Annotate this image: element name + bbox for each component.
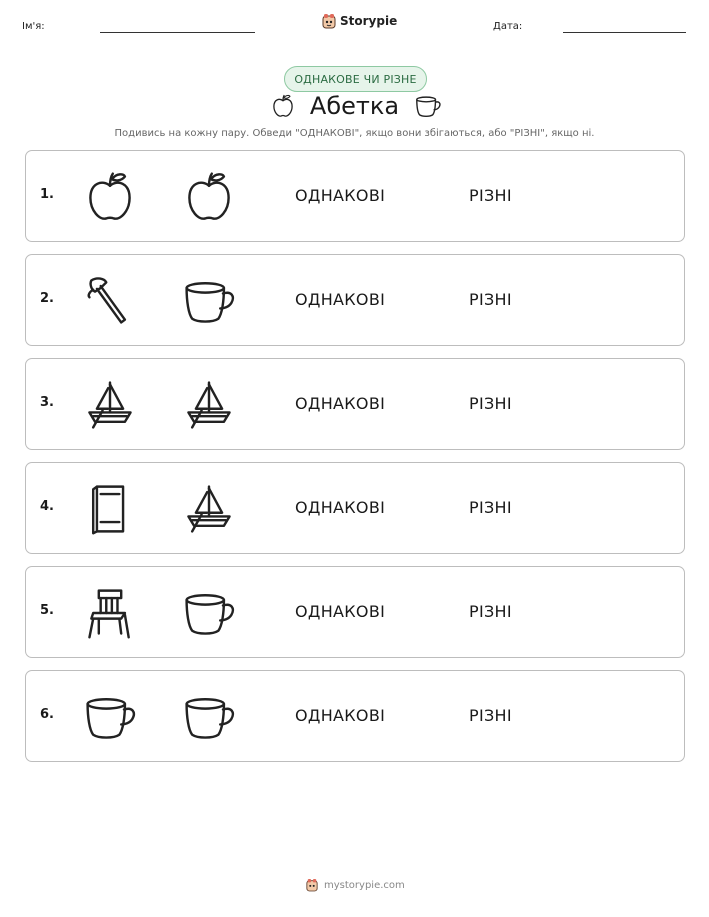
row-number: 3. — [40, 395, 54, 410]
different-option[interactable]: РІЗНІ — [469, 706, 512, 725]
cup-icon — [181, 689, 237, 745]
chair-icon — [82, 585, 138, 641]
boat-icon — [181, 377, 237, 433]
boat-icon — [82, 377, 138, 433]
same-option[interactable]: ОДНАКОВІ — [295, 706, 386, 725]
different-option[interactable]: РІЗНІ — [469, 290, 512, 309]
row-number: 5. — [40, 603, 54, 618]
row-number: 4. — [40, 499, 54, 514]
different-option[interactable]: РІЗНІ — [469, 186, 512, 205]
book-icon — [82, 481, 138, 537]
same-option[interactable]: ОДНАКОВІ — [295, 498, 386, 517]
row-number: 1. — [40, 187, 54, 202]
different-option[interactable]: РІЗНІ — [469, 602, 512, 621]
same-option[interactable]: ОДНАКОВІ — [295, 394, 386, 413]
storypie-mascot-icon — [322, 13, 336, 29]
cup-icon — [82, 689, 138, 745]
same-option[interactable]: ОДНАКОВІ — [295, 290, 386, 309]
row-number: 2. — [40, 291, 54, 306]
footer-url: mystorypie.com — [324, 879, 405, 891]
same-option[interactable]: ОДНАКОВІ — [295, 602, 386, 621]
axe-icon — [82, 273, 138, 329]
brand-logo — [322, 13, 397, 29]
same-option[interactable]: ОДНАКОВІ — [295, 186, 386, 205]
exercise-row-6 — [25, 670, 685, 762]
page-title: Абетка — [309, 92, 400, 120]
apple-icon — [181, 169, 237, 225]
row-number: 6. — [40, 707, 54, 722]
instructions-text: Подивись на кожну пару. Обведи "ОДНАКОВІ", якщо вони збігаються, або "РІЗНІ", якщо ні. — [114, 128, 595, 139]
different-option[interactable]: РІЗНІ — [469, 498, 512, 517]
cup-icon — [413, 92, 443, 124]
cup-icon — [181, 585, 237, 641]
exercise-row-3 — [25, 358, 685, 450]
topic-badge: ОДНАКОВЕ ЧИ РІЗНЕ — [284, 66, 427, 92]
storypie-mascot-icon — [306, 878, 318, 892]
exercise-row-5 — [25, 566, 685, 658]
boat-icon — [181, 481, 237, 537]
name-label: Ім'я: — [22, 21, 45, 32]
exercise-row-2 — [25, 254, 685, 346]
cup-icon — [181, 273, 237, 329]
apple-icon — [82, 169, 138, 225]
exercise-row-4 — [25, 462, 685, 554]
date-field[interactable] — [563, 32, 686, 33]
footer — [306, 878, 405, 892]
different-option[interactable]: РІЗНІ — [469, 394, 512, 413]
name-field[interactable] — [100, 32, 255, 33]
exercise-row-1 — [25, 150, 685, 242]
brand-name: Storypie — [340, 14, 398, 28]
date-label: Дата: — [493, 21, 523, 32]
